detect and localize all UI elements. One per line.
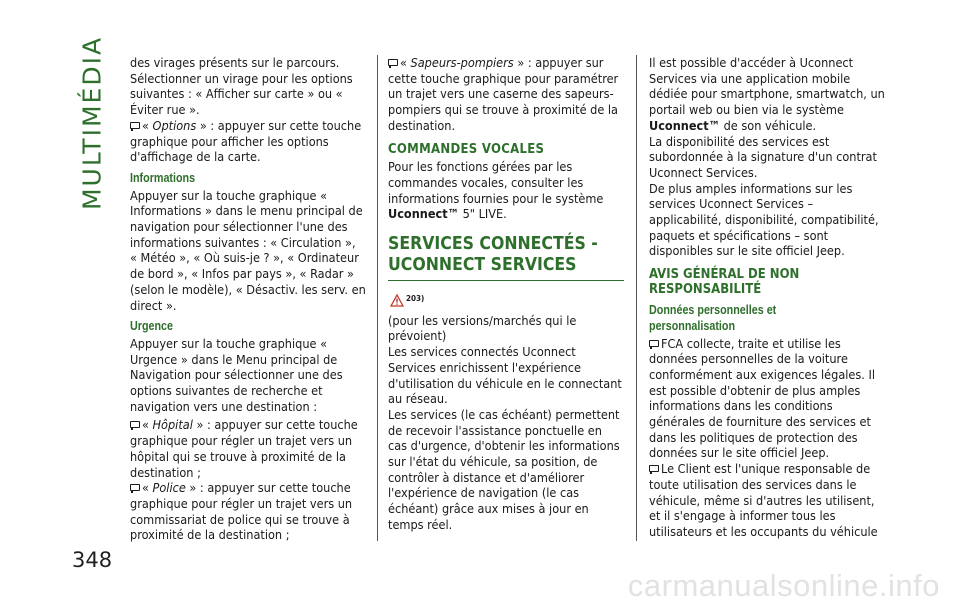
bullet-item-sapeurs-pompiers: « Sapeurs-pompiers » : appuyer sur cette touche graphique pour paramétrer un trajet vers une caserne des sapeurs-pompiers qui se trouve à proximité de la destination. [388, 55, 619, 133]
term-options: Options [152, 117, 197, 133]
subheading-urgence: Urgence [130, 319, 174, 334]
bullet-item-hopital: « Hôpital » : appuyer sur cette touche graphique pour régler un trajet vers un hôpital qui se trouve à proximité de la destination ; [130, 417, 358, 480]
bullet-icon [130, 484, 139, 492]
heading-avis-general: AVIS GÉNÉRAL DE NON RESPONSABILITÉ [649, 267, 800, 298]
paragraph: Appuyer sur la touche graphique « Urgence » dans le Menu principal de Navigation pour sélectionner une des options suivantes de recherche et navigation vers une destination : [130, 335, 343, 414]
bullet-icon [388, 59, 397, 67]
paragraph: La disponibilité des services est subordonnée à la signature d'un contrat Uconnect Services. [649, 133, 877, 180]
bullet-icon [649, 465, 658, 473]
bullet-item-options: « Options » : appuyer sur cette touche graphique pour afficher les options d'affichage de la carte. [130, 117, 362, 165]
section-side-title [72, 35, 112, 211]
bullet-icon [130, 122, 139, 130]
heading-commandes-vocales: COMMANDES VOCALES [388, 141, 545, 157]
term-police: Police [152, 480, 186, 496]
term-sapeurs-pompiers: Sapeurs-pompiers [410, 55, 514, 70]
warning-icon [390, 294, 404, 307]
brand-uconnect: Uconnect™ [388, 206, 459, 222]
paragraph: Il est possible d'accéder à Uconnect Services via une application mobile dédiée pour smartphone, smartwatch, un portail web ou bien via le système Uconnect™ de son véhicule. [649, 55, 885, 133]
paragraph: Les services connectés Uconnect Services enrichissent l'expérience d'utilisation du véhicule en le connectant au réseau. [388, 344, 622, 407]
column-divider [636, 55, 637, 541]
side-title-text: MULTIMÉDIA [77, 35, 107, 211]
page-number: 348 [72, 548, 113, 572]
column-2 [388, 55, 624, 533]
column-divider [377, 55, 378, 541]
paragraph: Pour les fonctions gérées par les commandes vocales, consulter les informations fournies pour le système Uconnect™ 5" LIVE. [388, 159, 604, 222]
paragraph: des virages présents sur le parcours. Sélectionner un virage pour les options suivantes : « Afficher sur carte » ou « Éviter rue ». [130, 55, 353, 118]
warning-ref-number: 203) [406, 294, 425, 304]
paragraph: Les services (le cas échéant) permettent de recevoir l'assistance ponctuelle en cas d'urgence, d'obtenir les informations sur l'état du véhicule, sa position, de contrôler à distance et d'améliorer l'expérience de navigation (le cas échéant) grâce aux mises à jour en temps réel. [388, 406, 620, 532]
watermark-url: carmanualsonline.info [627, 568, 940, 603]
paragraph: De plus amples informations sur les services Uconnect Services – applicabilité, disponibilité, compatibilité, paquets et spécifications – sont disponibles sur le site officiel Jeep. [649, 180, 879, 259]
bullet-icon [649, 340, 658, 348]
subheading-informations: Informations [130, 170, 196, 185]
warning-reference [390, 291, 424, 307]
column-3 [649, 55, 885, 540]
bullet-item-fca: FCA collecte, traite et utilise les données personnelles de la voiture conformément aux exigences légales. Il est possible d'obtenir de plus amples informations dans les conditions générales de fourniture des services et dans les politiques de protection des données sur le site officiel Jeep. [649, 335, 875, 461]
bullet-item-police: « Police » : appuyer sur cette touche graphique pour régler un trajet vers un commissariat de police qui se trouve à proximité de la destination ; [130, 480, 353, 543]
bullet-item-client: Le Client est l'unique responsable de toute utilisation des services dans le véhicule, même si d'autres les utilisent, et il s'engage à informer tous les utilisateurs et les occupants du véhicule [649, 461, 878, 539]
heading-services-connectes: SERVICES CONNECTÉS - UCONNECT SERVICES [388, 234, 624, 281]
paragraph: (pour les versions/marchés qui le prévoient) [388, 312, 577, 344]
term-hopital: Hôpital [152, 417, 193, 433]
subheading-donnees-personnelles: Données personnelles et personnalisation [649, 303, 777, 333]
bullet-icon [130, 421, 139, 429]
paragraph: Appuyer sur la touche graphique « Informations » dans le menu principal de navigation pour sélectionner l'une des informations suivantes : « Circulation », « Météo », « Où suis-je ? », « Ordinateur de bord », « Infos par pays », « Radar » (selon le modèle), « Désactiv. les serv. en direct ». [130, 187, 366, 313]
brand-uconnect: Uconnect™ [649, 117, 720, 133]
column-1 [130, 55, 366, 543]
